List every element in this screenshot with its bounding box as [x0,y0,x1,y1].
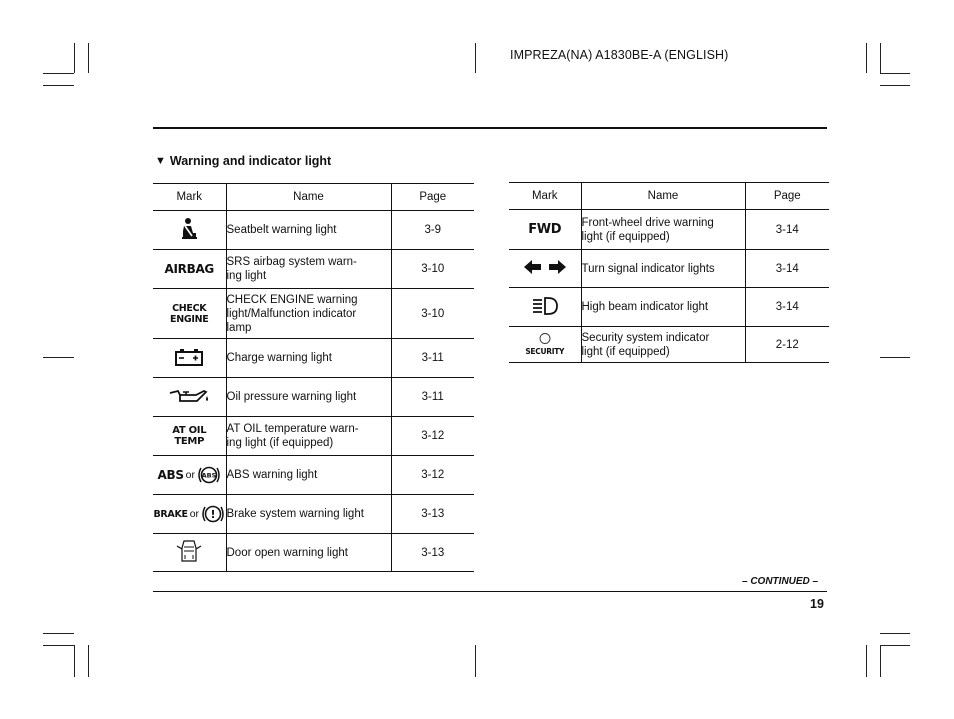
seatbelt-icon [179,217,199,241]
page-cell: 3-14 [745,288,829,327]
page-cell: 3-9 [391,211,474,250]
page-cell: 3-11 [391,339,474,378]
table-row [509,250,829,288]
crop-mark [74,645,75,677]
crop-mark [880,633,910,634]
page-cell: 3-10 [391,250,474,289]
name-cell: High beam indicator light [581,288,745,327]
crop-mark [880,85,910,86]
name-cell: Oil pressure warning light [226,378,391,417]
page-cell: 3-14 [745,250,829,288]
crop-mark [88,645,89,677]
check-engine-mark-text: CHECK ENGINE [170,302,209,325]
crop-mark [880,73,910,74]
name-cell: SRS airbag system warn- ing light [226,250,391,289]
name-cell: AT OIL temperature warn- ing light (if equipped) [226,417,391,456]
column-header-page: Page [391,184,474,211]
at-oil-temp-mark-text: AT OIL TEMP [172,425,207,447]
crop-mark [43,357,74,358]
name-cell: Charge warning light [226,339,391,378]
airbag-mark-text: AIRBAG [164,262,214,276]
brake-circle-icon [201,503,225,525]
page-number: 19 [810,597,824,611]
fwd-mark-text: FWD [528,222,562,237]
table-row [153,495,474,534]
mark-cell [153,456,226,495]
turn-signal-icon [522,259,568,275]
page-cell: 3-14 [745,210,829,250]
mark-cell [153,339,226,378]
table-row [153,417,474,456]
page-cell: 3-10 [391,289,474,339]
abs-circle-icon [197,464,221,486]
crop-mark [880,645,881,677]
security-mark-text: SECURITY [525,347,565,356]
crop-mark [475,645,476,677]
name-cell: ABS warning light [226,456,391,495]
table-row [153,250,474,289]
mark-or-text: or [185,469,196,481]
column-header-name: Name [226,184,391,211]
name-cell: Brake system warning light [226,495,391,534]
page-cell: 3-13 [391,534,474,572]
table-row [509,288,829,327]
crop-mark [880,645,910,646]
mark-cell [153,534,226,572]
document-code: IMPREZA(NA) A1830BE-A (ENGLISH) [510,48,729,62]
page-cell: 3-12 [391,456,474,495]
name-cell: CHECK ENGINE warning light/Malfunction indicator lamp [226,289,391,339]
column-header-page: Page [745,183,829,210]
name-cell: Turn signal indicator lights [581,250,745,288]
crop-mark [74,43,75,73]
svg-text:ABS: ABS [201,471,217,480]
table-row [153,289,474,339]
oil-can-icon [168,387,210,405]
brake-mark-text: BRAKE [153,508,188,520]
mark-cell [153,289,226,339]
battery-icon [174,348,204,366]
name-cell: Front-wheel drive warning light (if equipped) [581,210,745,250]
column-header-mark: Mark [509,183,581,210]
table-row [153,378,474,417]
name-cell: Seatbelt warning light [226,211,391,250]
crop-mark [43,633,74,634]
name-cell: Security system indicator light (if equipped) [581,327,745,363]
high-beam-icon [531,296,559,316]
crop-mark [880,43,881,73]
mark-cell [153,250,226,289]
section-heading [155,154,331,168]
crop-mark [43,645,74,646]
mark-cell [153,495,226,534]
continued-label: – CONTINUED – [742,576,819,587]
name-cell: Door open warning light [226,534,391,572]
table-header-row [153,184,474,211]
section-title: Warning and indicator light [169,154,332,168]
mark-cell [153,378,226,417]
page-cell: 3-13 [391,495,474,534]
header-rule [153,127,827,129]
mark-cell [153,417,226,456]
mark-or-text: or [189,508,200,520]
mark-cell [153,211,226,250]
crop-mark [43,73,74,74]
mark-cell [509,250,581,288]
page-cell: 2-12 [745,327,829,363]
mark-cell [509,327,581,363]
crop-mark [866,43,867,73]
section-marker: ▼ [155,155,166,167]
table-header-row [509,183,829,210]
security-lamp-icon [538,332,552,345]
right-indicator-table [509,182,829,363]
crop-mark [880,357,910,358]
table-row [153,339,474,378]
svg-text:!: ! [210,508,216,521]
crop-mark [43,85,74,86]
crop-mark [88,43,89,73]
left-indicator-table [153,183,474,572]
table-row [153,456,474,495]
mark-cell [509,210,581,250]
crop-mark [866,645,867,677]
footer-rule [153,591,827,592]
table-row [153,534,474,572]
mark-cell [509,288,581,327]
door-open-icon [176,538,202,564]
column-header-mark: Mark [153,184,226,211]
table-row [509,327,829,363]
table-row [509,210,829,250]
page-cell: 3-11 [391,378,474,417]
crop-mark [475,43,476,73]
abs-mark-text: ABS [157,468,184,482]
table-row [153,211,474,250]
column-header-name: Name [581,183,745,210]
page-cell: 3-12 [391,417,474,456]
